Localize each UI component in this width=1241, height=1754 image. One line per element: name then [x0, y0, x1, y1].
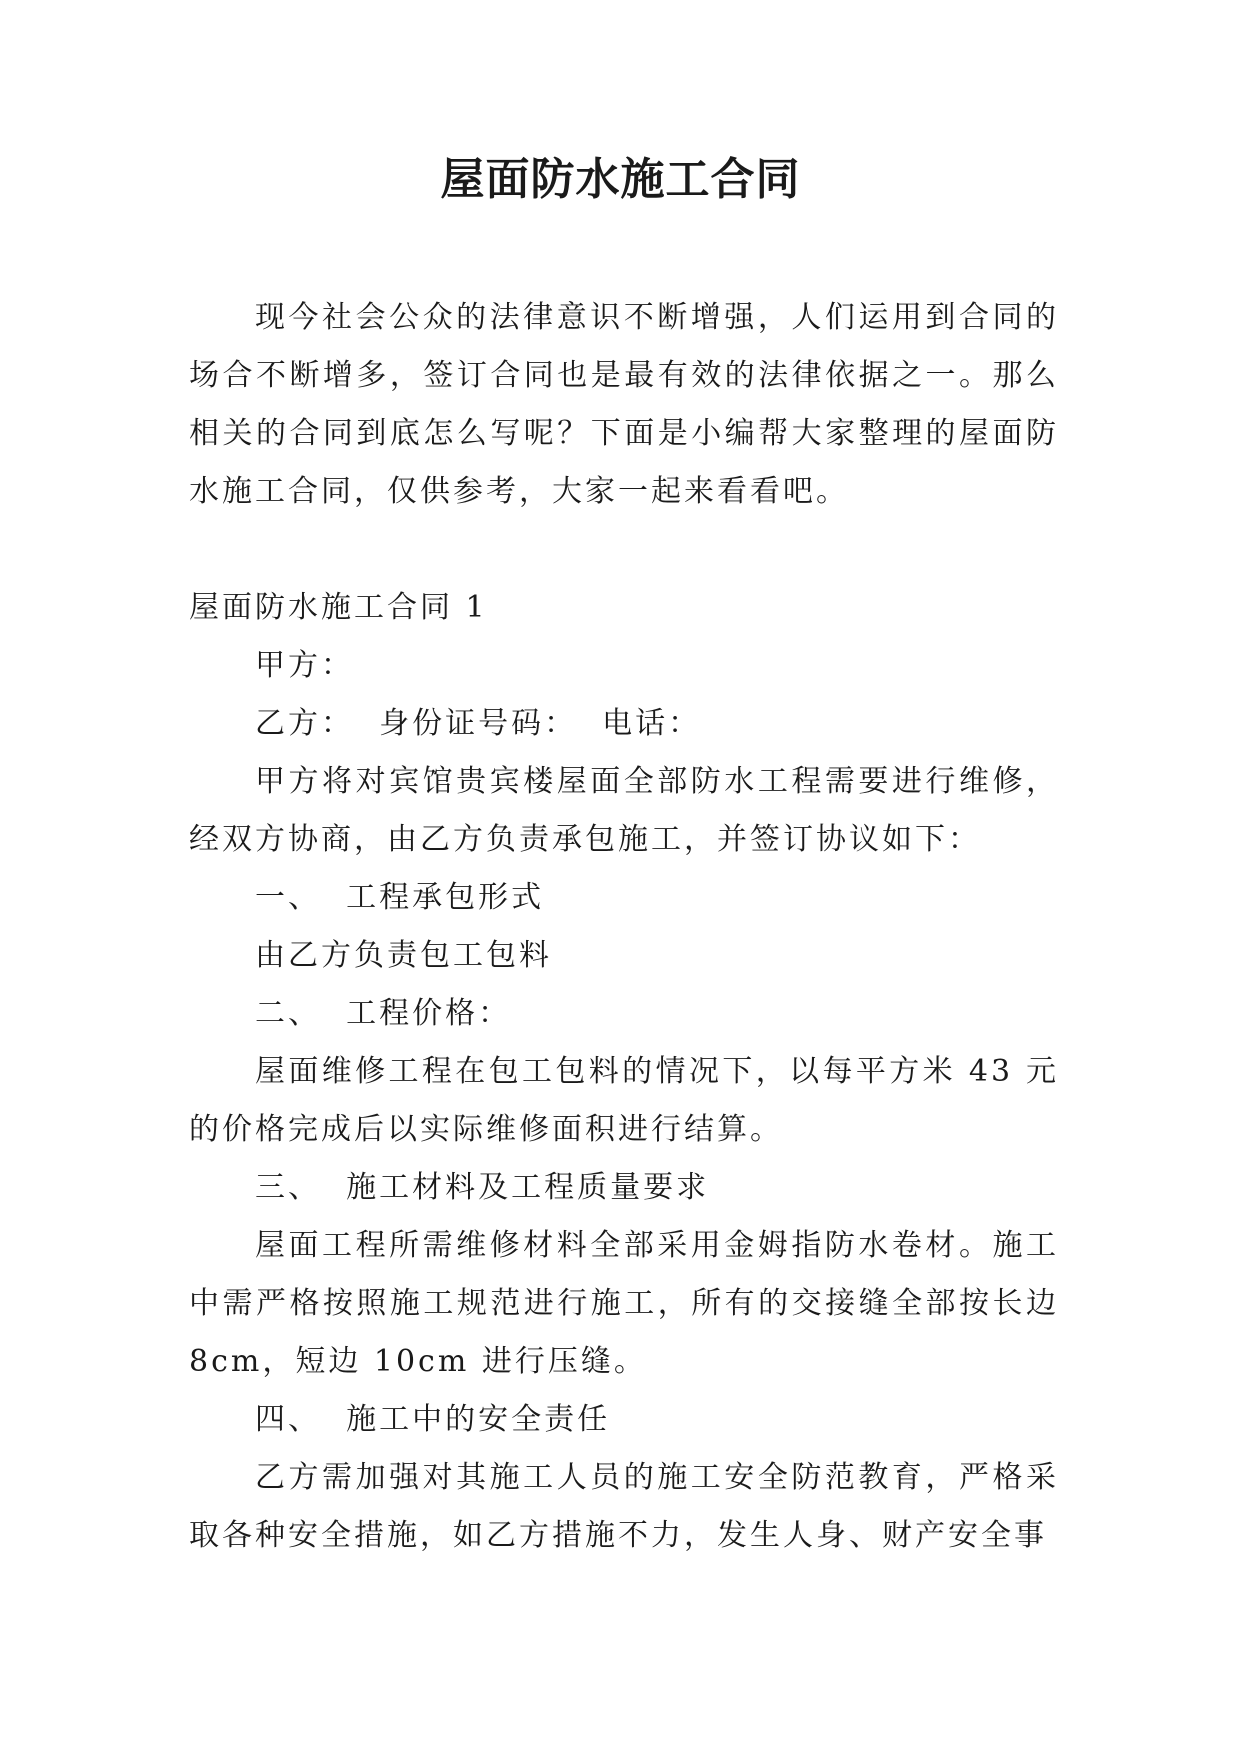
party-b-line: 乙方： 身份证号码： 电话：: [255, 706, 702, 741]
clause-3-heading: 三、 施工材料及工程质量要求: [255, 1170, 710, 1205]
preamble-paragraph: 甲方将对宾馆贵宾楼屋面全部防水工程需要进行维修，经双方协商，由乙方负责承包施工，并签订协议如下：: [189, 764, 1059, 857]
clause-1-heading: 一、 工程承包形式: [255, 880, 545, 915]
clause-2-heading: 二、 工程价格：: [255, 996, 512, 1031]
clause-1-body: 由乙方负责包工包料: [255, 938, 552, 973]
intro-paragraph: 现今社会公众的法律意识不断增强，人们运用到合同的场合不断增多，签订合同也是最有效的法律依据之一。那么相关的合同到底怎么写呢？下面是小编帮大家整理的屋面防水施工合同，仅供参考，大家一起来看看吧。: [189, 300, 1059, 509]
clause-3-body: 屋面工程所需维修材料全部采用金姆指防水卷材。施工中需严格按照施工规范进行施工，所有的交接缝全部按长边 8cm，短边 10cm 进行压缝。: [189, 1228, 1059, 1379]
section-title: 屋面防水施工合同 1: [189, 590, 488, 625]
party-a-line: 甲方：: [255, 648, 354, 683]
clause-4-heading: 四、 施工中的安全责任: [255, 1402, 611, 1437]
clause-4-body: 乙方需加强对其施工人员的施工安全防范教育，严格采取各种安全措施，如乙方措施不力，发生人身、财产安全事: [189, 1460, 1059, 1553]
clause-2-body: 屋面维修工程在包工包料的情况下，以每平方米 43 元的价格完成后以实际维修面积进行结算。: [189, 1054, 1059, 1147]
document-title: 屋面防水施工合同: [440, 154, 801, 205]
document-body: [189, 289, 1059, 1565]
